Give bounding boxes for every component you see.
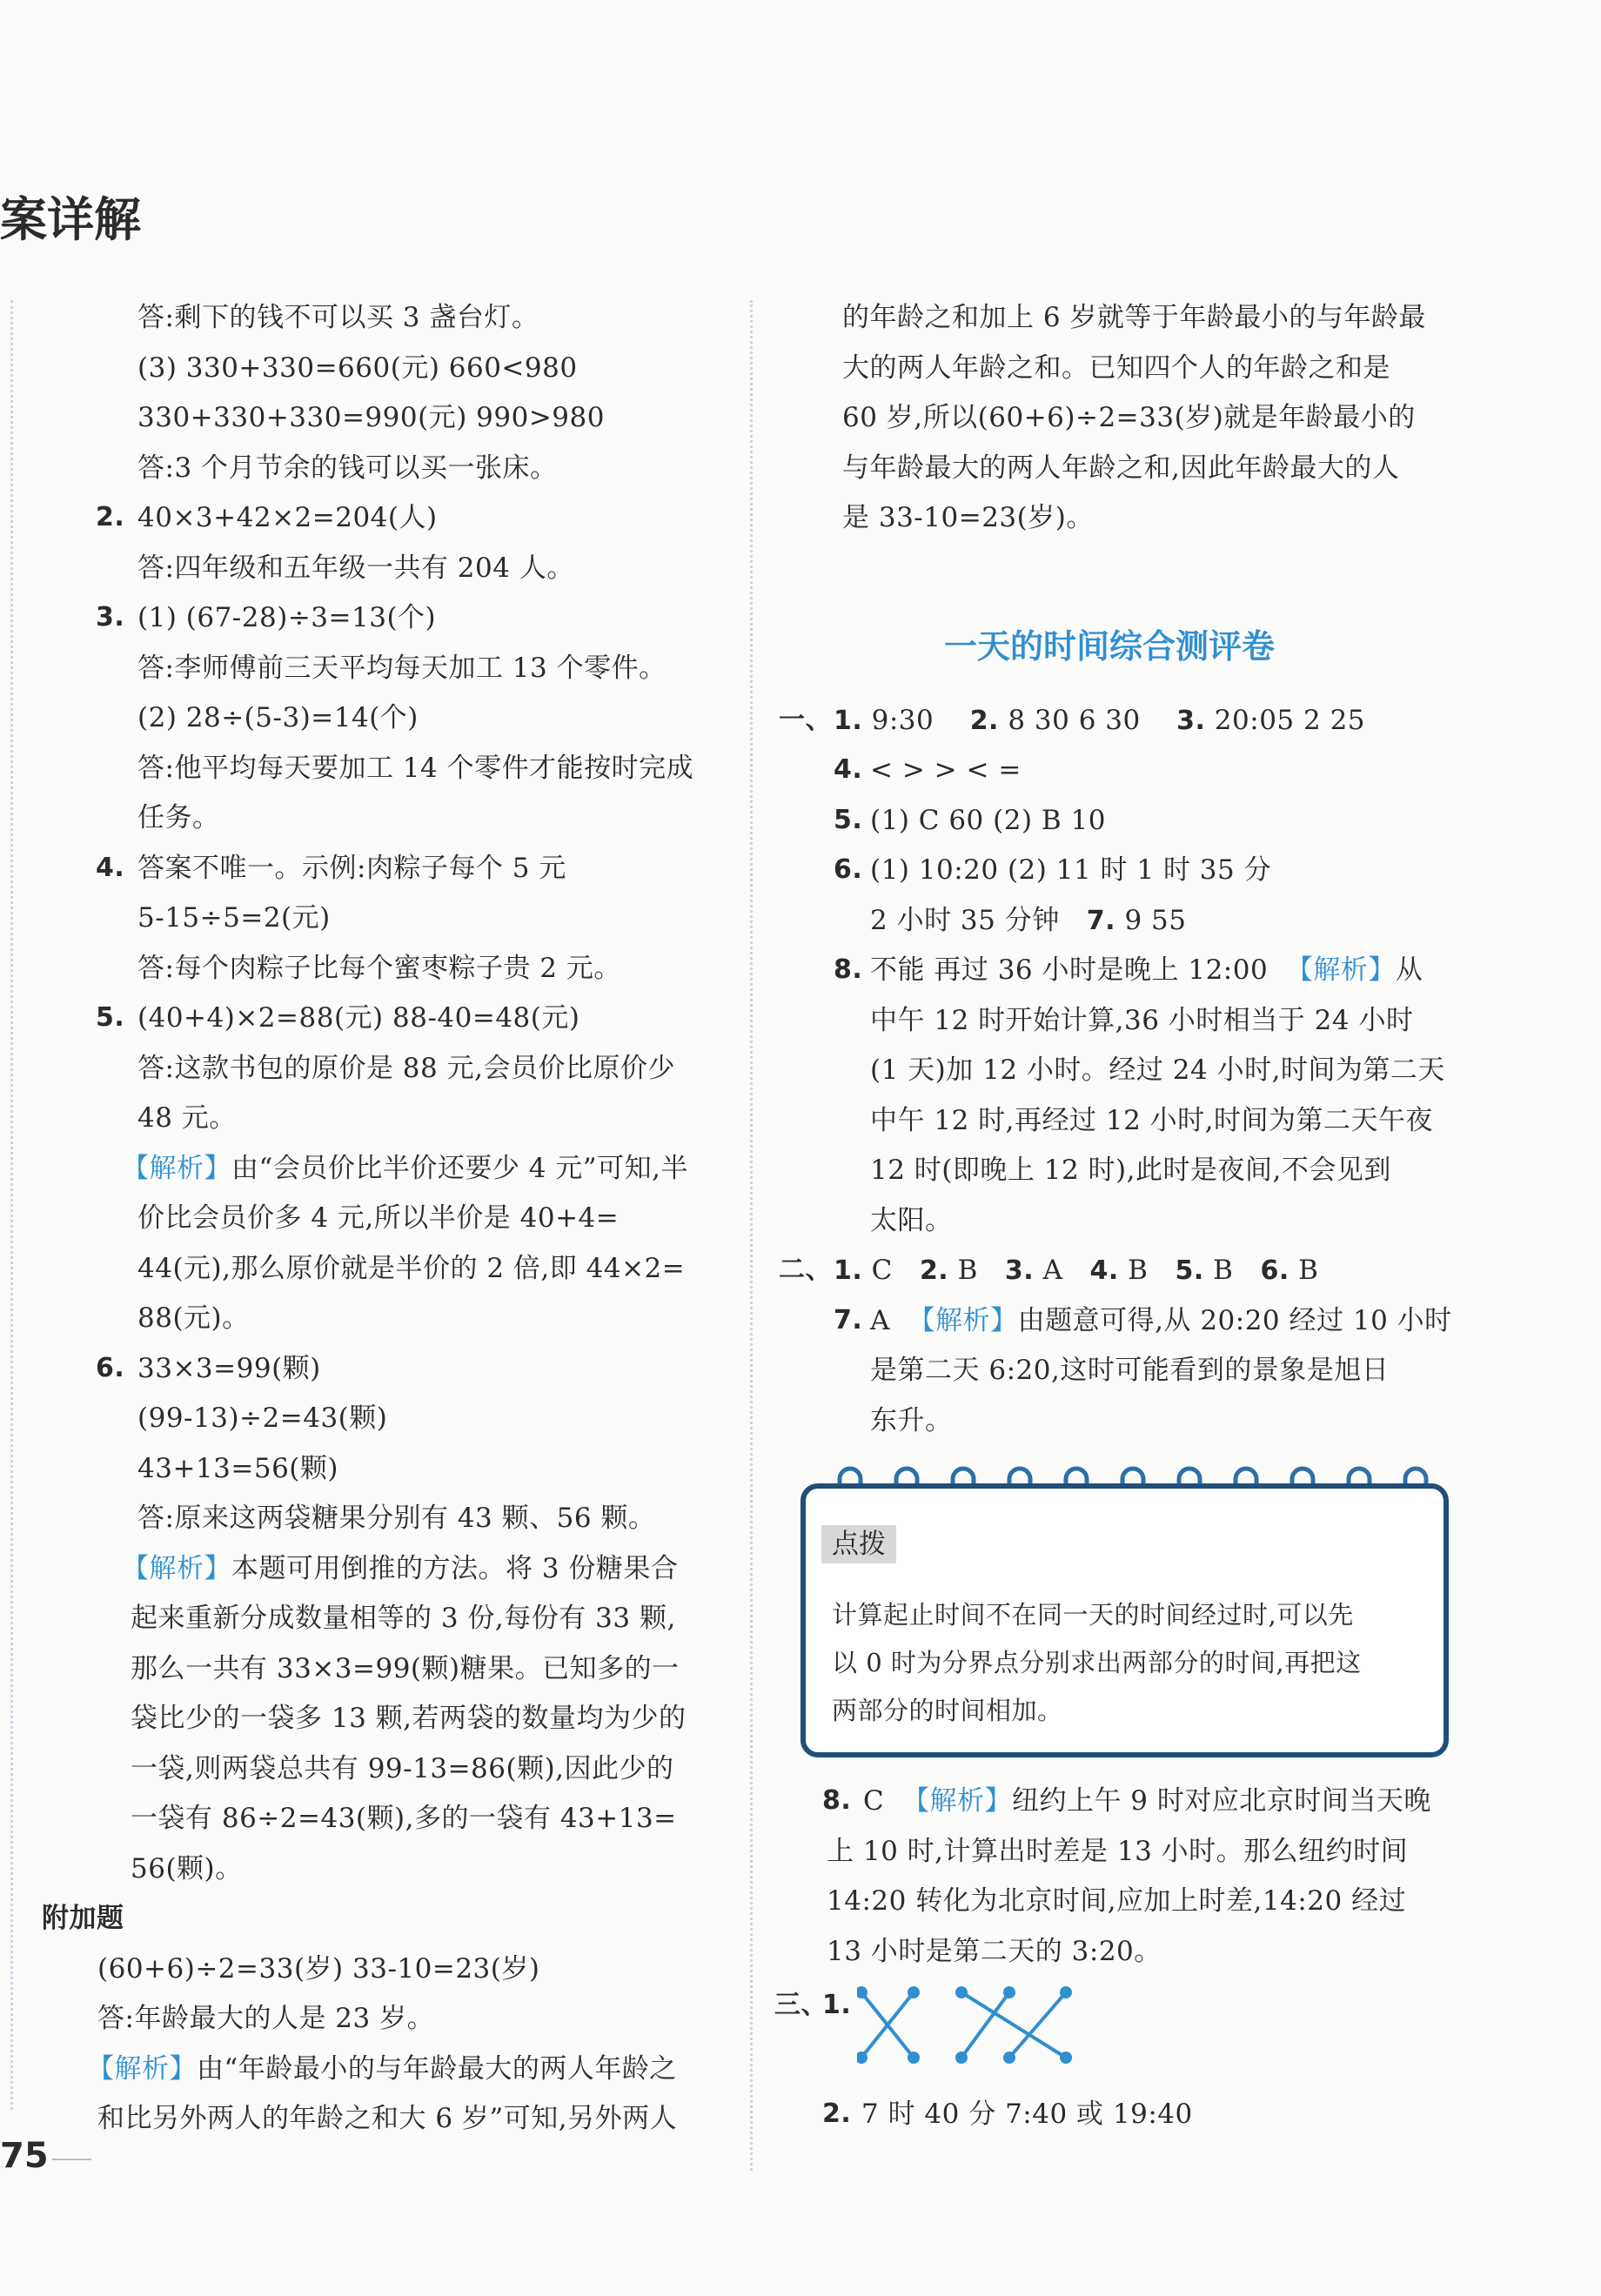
text-line: 7 时 40 分 7:40 或 19:40 <box>861 2099 1193 2130</box>
text-line: 13 小时是第二天的 3:20。 <box>827 1936 1162 1967</box>
text-line: 中午 12 时,再经过 12 小时,时间为第二天午夜 <box>870 1105 1434 1136</box>
question-number: 7. <box>834 1305 863 1335</box>
text-line: (40+4)×2=88(元) 88-40=48(元) <box>137 1002 580 1034</box>
text-line: (1) (67-28)÷3=13(个) <box>137 602 437 633</box>
text-line: 40×3+42×2=204(人) <box>137 502 438 533</box>
section-number: 三、 <box>774 1990 827 2020</box>
text-line: 44(元),那么原价就是半价的 2 倍,即 44×2= <box>137 1253 686 1284</box>
text-line: 48 元。 <box>137 1102 237 1134</box>
answer-text: 8 30 6 30 <box>1008 705 1141 736</box>
analysis-text: 由题意可得,从 20:20 经过 10 小时 <box>1017 1305 1452 1336</box>
question-number: 2. <box>822 2099 852 2129</box>
analysis-tag: 【解析】 <box>1285 954 1396 986</box>
tip-tag: 点拨 <box>821 1525 896 1563</box>
answer-text: B <box>1298 1255 1319 1286</box>
text-line: (2) 28÷(5-3)=14(个) <box>137 702 419 733</box>
question-number: 1. <box>834 706 863 736</box>
question-number: 2. <box>919 1255 949 1286</box>
section-number: 一、 <box>779 705 832 735</box>
analysis-text: 本题可用倒推的方法。将 3 份糖果合 <box>231 1553 679 1584</box>
analysis-tag: 【解析】 <box>122 1553 231 1584</box>
question-number: 5. <box>96 1002 125 1033</box>
text-line: 东升。 <box>870 1405 953 1436</box>
text-line: (3) 330+330=660(元) 660<980 <box>137 352 578 384</box>
text-line: 答:他平均每天要加工 14 个零件才能按时完成 <box>137 753 694 784</box>
text-line: 袋比少的一袋多 13 颗,若两袋的数量均为少的 <box>131 1703 687 1734</box>
text-line: 答:剩下的钱不可以买 3 盏台灯。 <box>137 302 539 333</box>
text-line: 上 10 时,计算出时差是 13 小时。那么纽约时间 <box>827 1836 1409 1867</box>
text-line: 是 33-10=23(岁)。 <box>842 502 1094 533</box>
column-divider-left <box>10 300 13 2110</box>
text-line: 56(颗)。 <box>131 1853 243 1884</box>
text-line: 60 岁,所以(60+6)÷2=33(岁)就是年龄最小的 <box>842 402 1416 433</box>
question-number: 7. <box>1086 906 1116 936</box>
text-line: 与年龄最大的两人年龄之和,因此年龄最大的人 <box>842 452 1400 484</box>
answer-text: 9:30 <box>871 705 934 736</box>
question-number: 3. <box>1176 706 1206 736</box>
text-line: 一袋有 86÷2=43(颗),多的一袋有 43+13= <box>131 1803 677 1834</box>
question-number: 4. <box>96 853 125 883</box>
answer-row <box>834 703 1365 739</box>
section-title: 一天的时间综合测评卷 <box>944 627 1276 666</box>
text-line: 的年龄之和加上 6 岁就等于年龄最小的与年龄最 <box>842 302 1426 333</box>
answer-text: 2 小时 35 分钟 <box>870 905 1060 936</box>
analysis-tag: 【解析】 <box>901 1785 1012 1817</box>
text-line: 任务。 <box>137 802 220 833</box>
question-number: 8. <box>834 954 863 985</box>
answer-text: A <box>870 1305 890 1336</box>
analysis-text: 由“年龄最小的与年龄最大的两人年龄之 <box>197 2053 677 2085</box>
text-line: 答:李师傅前三天平均每天加工 13 个零件。 <box>137 653 667 684</box>
page-number: 75 <box>0 2136 49 2176</box>
question-number: 8. <box>822 1785 852 1816</box>
analysis-text: 由“会员价比半价还要少 4 元”可知,半 <box>231 1153 688 1184</box>
page-number-rule <box>52 2159 91 2160</box>
question-number: 1. <box>822 1990 852 2020</box>
matching-lines-diagram <box>857 1984 1075 2071</box>
text-line: 和比另外两人的年龄之和大 6 岁”可知,另外两人 <box>97 2103 678 2134</box>
answer-text: C <box>863 1785 885 1817</box>
text-line: (1) 10:20 (2) 11 时 1 时 35 分 <box>870 854 1272 886</box>
answer-text: 9 55 <box>1124 905 1187 936</box>
answer-text: A <box>1042 1255 1063 1286</box>
tip-text: 计算起止时间不在同一天的时间经过时,可以先 <box>832 1600 1354 1630</box>
extra-questions-heading: 附加题 <box>42 1903 124 1934</box>
text-line: < > > < = <box>870 754 1022 786</box>
tip-text: 以 0 时为分界点分别求出两部分的时间,再把这 <box>832 1648 1362 1677</box>
answer-row <box>870 903 1186 939</box>
question-number: 6. <box>834 854 863 885</box>
text-line: 中午 12 时开始计算,36 小时相当于 24 小时 <box>870 1005 1414 1036</box>
answer-text: B <box>957 1255 978 1286</box>
text-line: 答:年龄最大的人是 23 岁。 <box>97 2003 435 2034</box>
text-line: (1 天)加 12 小时。经过 24 小时,时间为第二天 <box>870 1054 1445 1086</box>
question-number: 4. <box>834 754 863 785</box>
text-line: 答:原来这两袋糖果分别有 43 颗、56 颗。 <box>137 1503 656 1534</box>
tip-box <box>800 1483 1449 1757</box>
question-number: 6. <box>1260 1255 1290 1286</box>
text-line: 33×3=99(颗) <box>137 1353 321 1384</box>
text-line: 大的两人年龄之和。已知四个人的年龄之和是 <box>842 352 1390 384</box>
question-number: 1. <box>834 1255 863 1286</box>
text-line: 是第二天 6:20,这时可能看到的景象是旭日 <box>870 1355 1390 1386</box>
analysis-tag: 【解析】 <box>122 1153 231 1184</box>
question-number: 2. <box>96 502 125 532</box>
answer-text: B <box>1213 1255 1234 1286</box>
analysis-tag: 【解析】 <box>87 2053 197 2085</box>
question-number: 6. <box>96 1353 125 1383</box>
text-line: 太阳。 <box>870 1205 953 1236</box>
text-line: 那么一共有 33×3=99(颗)糖果。已知多的一 <box>131 1653 680 1684</box>
text-line: (99-13)÷2=43(颗) <box>137 1402 388 1434</box>
question-number: 3. <box>96 602 125 633</box>
text-line: 答案不唯一。示例:肉粽子每个 5 元 <box>137 853 566 884</box>
text-line: 330+330+330=990(元) 990>980 <box>137 402 605 433</box>
answer-text: 不能 再过 36 小时是晚上 12:00 <box>870 954 1269 986</box>
text-line: 14:20 转化为北京时间,应加上时差,14:20 经过 <box>827 1885 1407 1917</box>
page-header-title: 案详解 <box>0 192 141 247</box>
answer-text: C <box>871 1255 893 1286</box>
answer-text: 20:05 2 25 <box>1214 705 1366 736</box>
text-line: 起来重新分成数量相等的 3 份,每份有 33 颗, <box>131 1603 676 1634</box>
text-line: 答:3 个月节余的钱可以买一张床。 <box>137 452 558 484</box>
text-line: 88(元)。 <box>137 1302 250 1334</box>
analysis-text: 纽约上午 9 时对应北京时间当天晚 <box>1011 1785 1431 1817</box>
tip-text: 两部分的时间相加。 <box>832 1696 1063 1725</box>
analysis-line <box>122 1151 688 1186</box>
text-line: 答:这款书包的原价是 88 元,会员价比原价少 <box>137 1053 675 1084</box>
answer-text: B <box>1128 1255 1149 1286</box>
text-line: (60+6)÷2=33(岁) 33-10=23(岁) <box>97 1953 540 1985</box>
analysis-text: 从 <box>1395 954 1423 986</box>
text-line: 答:每个肉粽子比每个蜜枣粽子贵 2 元。 <box>137 953 621 984</box>
text-line: 一袋,则两袋总共有 99-13=86(颗),因此少的 <box>131 1753 674 1784</box>
answer-row <box>870 1303 1452 1338</box>
question-number: 5. <box>834 805 863 835</box>
answer-row <box>870 953 1423 987</box>
column-divider-middle <box>750 300 753 2171</box>
analysis-tag: 【解析】 <box>908 1305 1018 1336</box>
text-line: 12 时(即晚上 12 时),此时是夜间,不会见到 <box>870 1155 1391 1186</box>
text-line: 答:四年级和五年级一共有 204 人。 <box>137 552 574 584</box>
text-line: 价比会员价多 4 元,所以半价是 40+4= <box>137 1202 620 1234</box>
question-number: 3. <box>1004 1255 1035 1286</box>
question-number: 5. <box>1175 1255 1204 1286</box>
answer-row <box>863 1784 1431 1818</box>
text-line: (1) C 60 (2) B 10 <box>870 805 1106 836</box>
answer-row <box>834 1253 1318 1289</box>
text-line: 5-15÷5=2(元) <box>137 902 331 934</box>
analysis-line <box>87 2052 677 2086</box>
analysis-line <box>122 1551 678 1586</box>
question-number: 4. <box>1089 1255 1119 1286</box>
text-line: 43+13=56(颗) <box>137 1453 338 1484</box>
question-number: 2. <box>969 706 999 736</box>
section-number: 二、 <box>779 1255 832 1285</box>
